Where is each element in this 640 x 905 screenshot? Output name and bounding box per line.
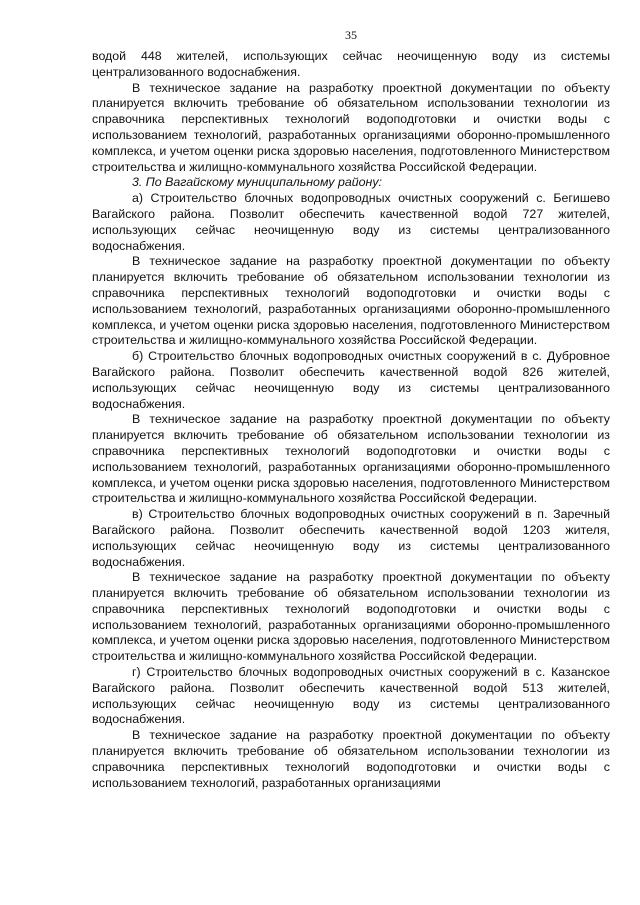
- document-page: [92, 0, 610, 791]
- paragraph-tech-requirement: В техническое задание на разработку проектной документации по объекту планируется включить требование об обязательном использовании технологии из справочника перспективных технологий водоподготовки и очистки воды с использованием технологий, разработанных организациями оборонно-промышленного комплекса, и учетом оценки риска здоровью населения, подготовленного Министерством строительства и жилищно-коммунального хозяйства Российской Федерации.: [92, 254, 610, 348]
- paragraph-tech-requirement: В техническое задание на разработку проектной документации по объекту планируется включить требование об обязательном использовании технологии из справочника перспективных технологий водоподготовки и очистки воды с использованием технологий, разработанных организациями оборонно-промышленного комплекса, и учетом оценки риска здоровью населения, подготовленного Министерством строительства и жилищно-коммунального хозяйства Российской Федерации.: [92, 80, 610, 174]
- document-body: [92, 49, 610, 791]
- paragraph-tech-requirement: В техническое задание на разработку проектной документации по объекту планируется включить требование об обязательном использовании технологии из справочника перспективных технологий водоподготовки и очистки воды с использованием технологий, разработанных организациями оборонно-промышленного комплекса, и учетом оценки риска здоровью населения, подготовленного Министерством строительства и жилищно-коммунального хозяйства Российской Федерации.: [92, 570, 610, 664]
- page-number: 35: [345, 28, 357, 42]
- paragraph-item-a-begishevo: а) Строительство блочных водопроводных очистных сооружений с. Бегишево Вагайского района. Позволит обеспечить качественной водой 727 жителей, использующих сейчас неочищенную воду из системы централизованного водоснабжения.: [92, 191, 610, 253]
- section-heading-vagaisky: 3. По Вагайскому муниципальному району:: [132, 175, 382, 190]
- paragraph-continuation: водой 448 жителей, использующих сейчас неочищенную воду из системы централизованного водоснабжения.: [92, 49, 610, 79]
- paragraph-item-b-dubrovnoe: б) Строительство блочных водопроводных очистных сооружений в с. Дубровное Вагайского района. Позволит обеспечить качественной водой 826 жителей, использующих сейчас неочищенную воду из системы централизованного водоснабжения.: [92, 349, 610, 411]
- paragraph-tech-requirement-partial: В техническое задание на разработку проектной документации по объекту планируется включить требование об обязательном использовании технологии из справочника перспективных технологий водоподготовки и очистки воды с использованием технологий, разработанных организациями: [92, 728, 610, 790]
- paragraph-tech-requirement: В техническое задание на разработку проектной документации по объекту планируется включить требование об обязательном использовании технологии из справочника перспективных технологий водоподготовки и очистки воды с использованием технологий, разработанных организациями оборонно-промышленного комплекса, и учетом оценки риска здоровью населения, подготовленного Министерством строительства и жилищно-коммунального хозяйства Российской Федерации.: [92, 412, 610, 506]
- paragraph-item-g-kazanskoe: г) Строительство блочных водопроводных очистных сооружений в с. Казанское Вагайского района. Позволит обеспечить качественной водой 513 жителей, использующих сейчас неочищенную воду из системы централизованного водоснабжения.: [92, 665, 610, 727]
- paragraph-item-v-zarechny: в) Строительство блочных водопроводных очистных сооружений в п. Заречный Вагайского района. Позволит обеспечить качественной водой 1203 жителя, использующих сейчас неочищенную воду из системы централизованного водоснабжения.: [92, 507, 610, 569]
